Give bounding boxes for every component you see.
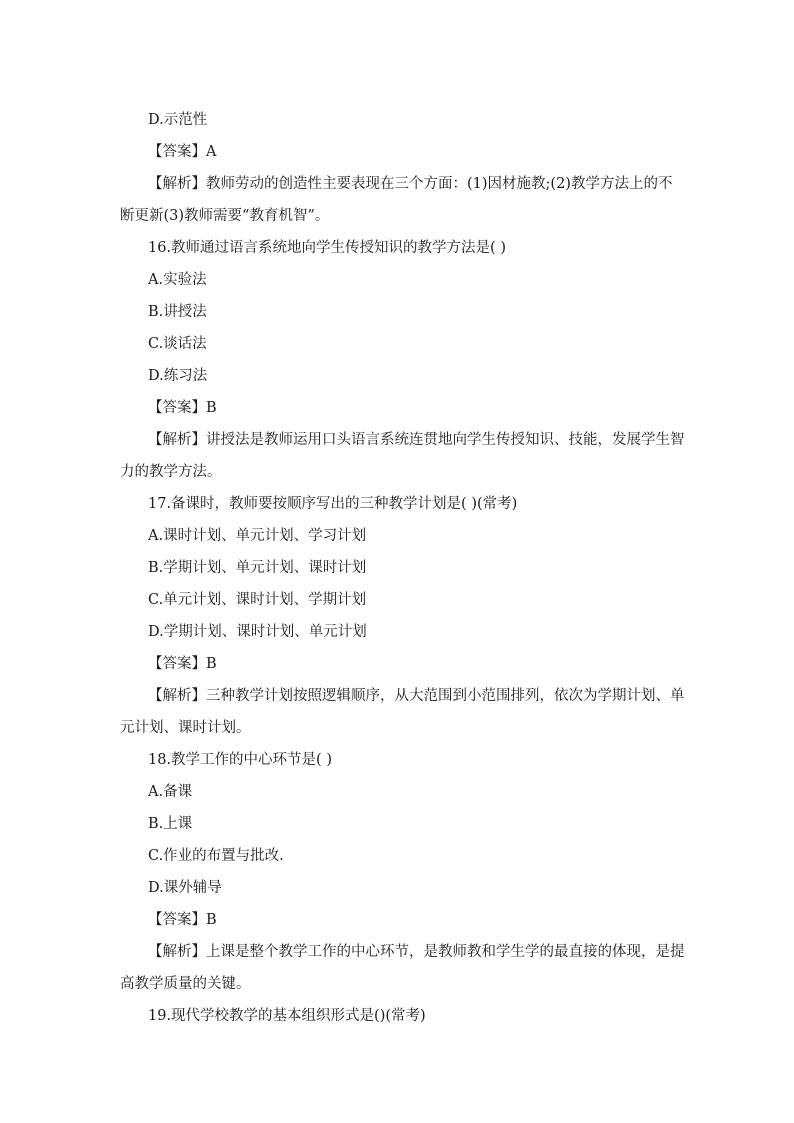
- q17-option-d: D.学期计划、课时计划、单元计划: [148, 624, 367, 640]
- q16-option-b: B.讲授法: [148, 304, 207, 320]
- q17-option-a: A.课时计划、单元计划、学习计划: [148, 528, 367, 544]
- q16-question: 16.教师通过语言系统地向学生传授知识的教学方法是( ): [148, 240, 506, 256]
- q17-option-c: C.单元计划、课时计划、学期计划: [148, 592, 367, 608]
- q18-option-b: B.上课: [148, 816, 193, 832]
- q19-question: 19.现代学校教学的基本组织形式是()(常考): [148, 1008, 426, 1024]
- q16-option-a: A.实验法: [148, 272, 207, 288]
- q18-question: 18.教学工作的中心环节是( ): [148, 752, 332, 768]
- q17-analysis-line-1: 【解析】三种教学计划按照逻辑顺序，从大范围到小范围排列，依次为学期计划、单: [148, 688, 685, 704]
- q16-option-d: D.练习法: [148, 368, 208, 384]
- q16-option-c: C.谈话法: [148, 336, 207, 352]
- q17-answer: 【答案】B: [148, 656, 217, 672]
- q18-analysis-line-2: 高教学质量的关键。: [120, 976, 251, 992]
- q18-option-d: D.课外辅导: [148, 880, 222, 896]
- q18-option-a: A.备课: [148, 784, 193, 800]
- q15-analysis-line-2: 断更新(3)教师需要“教育机智”。: [120, 208, 330, 224]
- q15-answer: 【答案】A: [148, 144, 217, 160]
- q17-analysis-line-2: 元计划、课时计划。: [120, 720, 251, 736]
- q17-option-b: B.学期计划、单元计划、课时计划: [148, 560, 367, 576]
- q16-analysis-line-2: 力的教学方法。: [120, 464, 222, 480]
- q17-question: 17.备课时，教师要按顺序写出的三种教学计划是( )(常考): [148, 496, 518, 512]
- q18-answer: 【答案】B: [148, 912, 217, 928]
- q15-option-d: D.示范性: [148, 112, 208, 128]
- q16-analysis-line-1: 【解析】讲授法是教师运用口头语言系统连贯地向学生传授知识、技能，发展学生智: [148, 432, 685, 448]
- q16-answer: 【答案】B: [148, 400, 217, 416]
- q18-analysis-line-1: 【解析】上课是整个教学工作的中心环节，是教师教和学生学的最直接的体现，是提: [148, 944, 685, 960]
- q18-option-c: C.作业的布置与批改.: [148, 848, 284, 864]
- q15-analysis-line-1: 【解析】教师劳动的创造性主要表现在三个方面：(1)因材施教;(2)教学方法上的不: [148, 176, 673, 192]
